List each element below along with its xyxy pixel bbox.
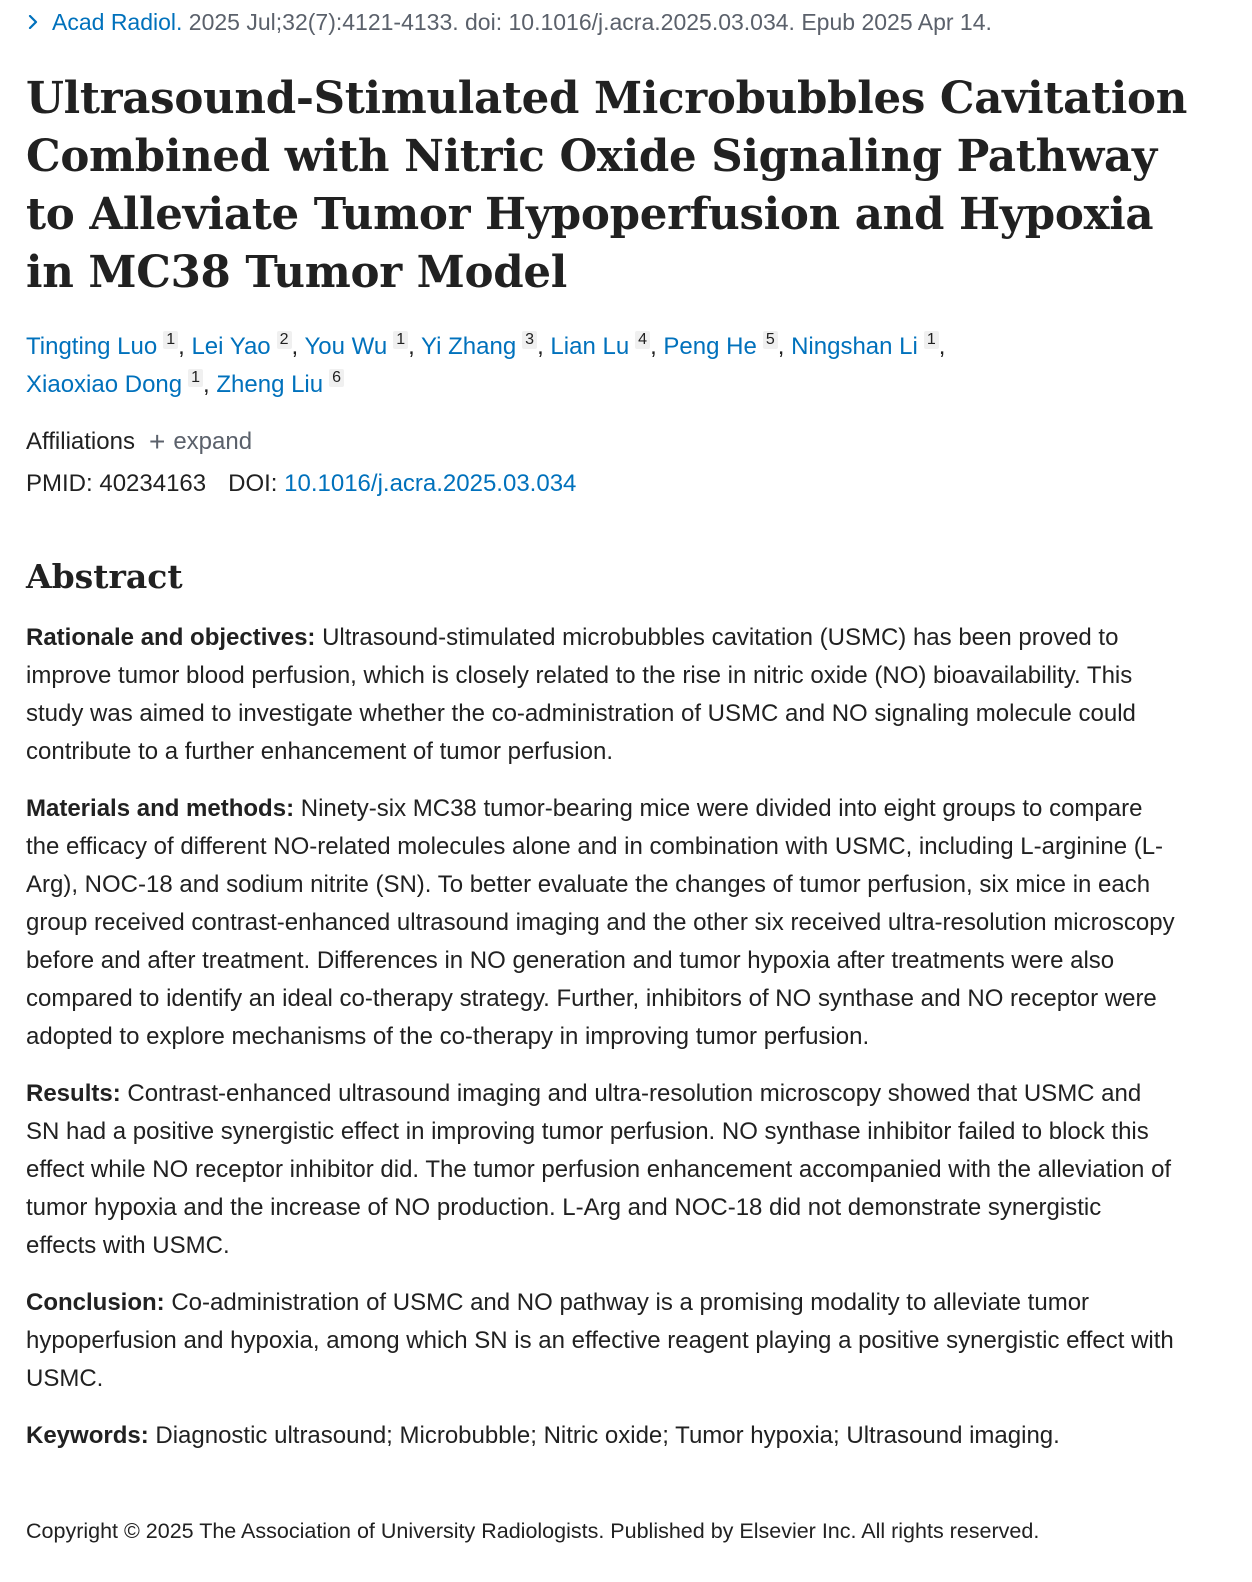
section-text: Ninety-six MC38 tumor-bearing mice were divided into eight groups to compare the efficacy of different NO-related molecules alone and in combination with USMC, including L-arginine (L-Arg), NOC-18 and sodium nitrite (SN). To better evaluate the changes of tumor perfusion, six mice in each group received contrast-enhanced ultrasound imaging and the other six received ultra-resolution microscopy before and after treatment. Differences in NO generation and tumor hypoxia after treatments were also compared to identify an ideal co-therapy strategy. Further, inhibitors of NO synthase and NO receptor were adopted to explore mechanisms of the co-therapy in improving tumor perfusion. <box>26 795 1175 1050</box>
section-label: Rationale and objectives: <box>26 624 316 651</box>
author-link[interactable]: Lei Yao <box>191 333 271 360</box>
author-link[interactable]: You Wu <box>304 333 388 360</box>
citation-details: 2025 Jul;32(7):4121-4133. doi: 10.1016/j.acra.2025.03.034. Epub 2025 Apr 14. <box>182 9 992 35</box>
pmid-label: PMID: <box>26 470 100 497</box>
author-link[interactable]: Ningshan Li <box>791 333 918 360</box>
author-item <box>216 371 344 398</box>
pmid-value: 40234163 <box>99 470 207 497</box>
plus-icon: + <box>148 426 166 457</box>
author-link[interactable]: Zheng Liu <box>216 371 324 398</box>
chevron-right-icon[interactable] <box>26 15 40 29</box>
affiliation-number[interactable]: 2 <box>277 331 292 349</box>
author-link[interactable]: Peng He <box>663 333 757 360</box>
copyright-notice: Copyright © 2025 The Association of University Radiologists. Published by Elsevier Inc. All rights reserved. <box>26 1519 1040 1543</box>
abstract-section-results <box>26 1075 1176 1265</box>
section-text: Diagnostic ultrasound; Microbubble; Nitric oxide; Tumor hypoxia; Ultrasound imaging. <box>148 1422 1060 1449</box>
author-item: Tingting Luo $^1$ , <box>26 331 192 360</box>
author-item: Yi Zhang $^3$ , <box>421 331 551 360</box>
affiliation-number[interactable]: 3 <box>522 331 537 349</box>
affiliation-number[interactable]: 5 <box>763 331 778 349</box>
author-item: Ningshan Li $^1$ , <box>791 331 946 360</box>
abstract-section-conclusion <box>26 1284 1176 1398</box>
section-text: Co-administration of USMC and NO pathway is a promising modality to alleviate tumor hypoperfusion and hypoxia, among which SN is an effective reagent playing a positive synergistic effect with USMC. <box>26 1289 1174 1392</box>
identifiers <box>26 468 576 500</box>
abstract-section-rationale <box>26 619 1176 771</box>
abstract-section-methods <box>26 790 1176 1056</box>
affiliations-toggle[interactable] <box>26 426 252 458</box>
author-item: Xiaoxiao Dong $^1$ , <box>26 369 217 398</box>
doi-link[interactable]: 10.1016/j.acra.2025.03.034 <box>284 470 577 497</box>
article-title: Ultrasound-Stimulated Microbubbles Cavitation Combined with Nitric Oxide Signaling Pathway to Alleviate Tumor Hypoperfusion and Hypoxia in MC38 Tumor Model <box>26 73 1188 298</box>
affiliations-label: Affiliations <box>26 428 135 455</box>
affiliation-number[interactable]: 1 <box>393 331 408 349</box>
author-list <box>26 328 1206 404</box>
section-label: Results: <box>26 1080 121 1107</box>
author-link[interactable]: Tingting Luo <box>26 333 158 360</box>
author-item: Lian Lu $^4$ , <box>550 331 664 360</box>
doi-label: DOI: <box>228 470 285 497</box>
expand-label: expand <box>173 428 253 455</box>
author-link[interactable]: Yi Zhang <box>421 333 517 360</box>
section-text: Contrast-enhanced ultrasound imaging and ultra-resolution microscopy showed that USMC and SN had a positive synergistic effect in improving tumor perfusion. NO synthase inhibitor failed to block this effect while NO receptor inhibitor did. The tumor perfusion enhancement accompanied with the alleviation of tumor hypoxia and the increase of NO production. L-Arg and NOC-18 did not demonstrate synergistic effects with USMC. <box>26 1080 1172 1259</box>
citation-line <box>26 6 992 38</box>
author-link[interactable]: Xiaoxiao Dong <box>26 371 183 398</box>
author-item: Lei Yao $^2$ , <box>191 331 305 360</box>
author-item: You Wu $^1$ , <box>304 331 421 360</box>
affiliation-number[interactable]: 1 <box>163 331 178 349</box>
journal-link[interactable]: Acad Radiol. <box>52 9 183 35</box>
abstract-body <box>26 619 1176 1474</box>
affiliation-number[interactable]: 6 <box>329 369 344 387</box>
abstract-heading: Abstract <box>26 557 183 596</box>
section-text: Ultrasound-stimulated microbubbles cavitation (USMC) has been proved to improve tumor blood perfusion, which is closely related to the rise in nitric oxide (NO) bioavailability. This study was aimed to investigate whether the co-administration of USMC and NO signaling molecule could contribute to a further enhancement of tumor perfusion. <box>26 624 1136 765</box>
affiliation-number[interactable]: 1 <box>924 331 939 349</box>
keywords <box>26 1417 1176 1455</box>
affiliation-number[interactable]: 4 <box>635 331 650 349</box>
section-label: Conclusion: <box>26 1289 165 1316</box>
author-item: Peng He $^5$ , <box>663 331 792 360</box>
section-label: Materials and methods: <box>26 795 295 822</box>
section-label: Keywords: <box>26 1422 149 1449</box>
author-link[interactable]: Lian Lu <box>550 333 630 360</box>
affiliation-number[interactable]: 1 <box>188 369 203 387</box>
